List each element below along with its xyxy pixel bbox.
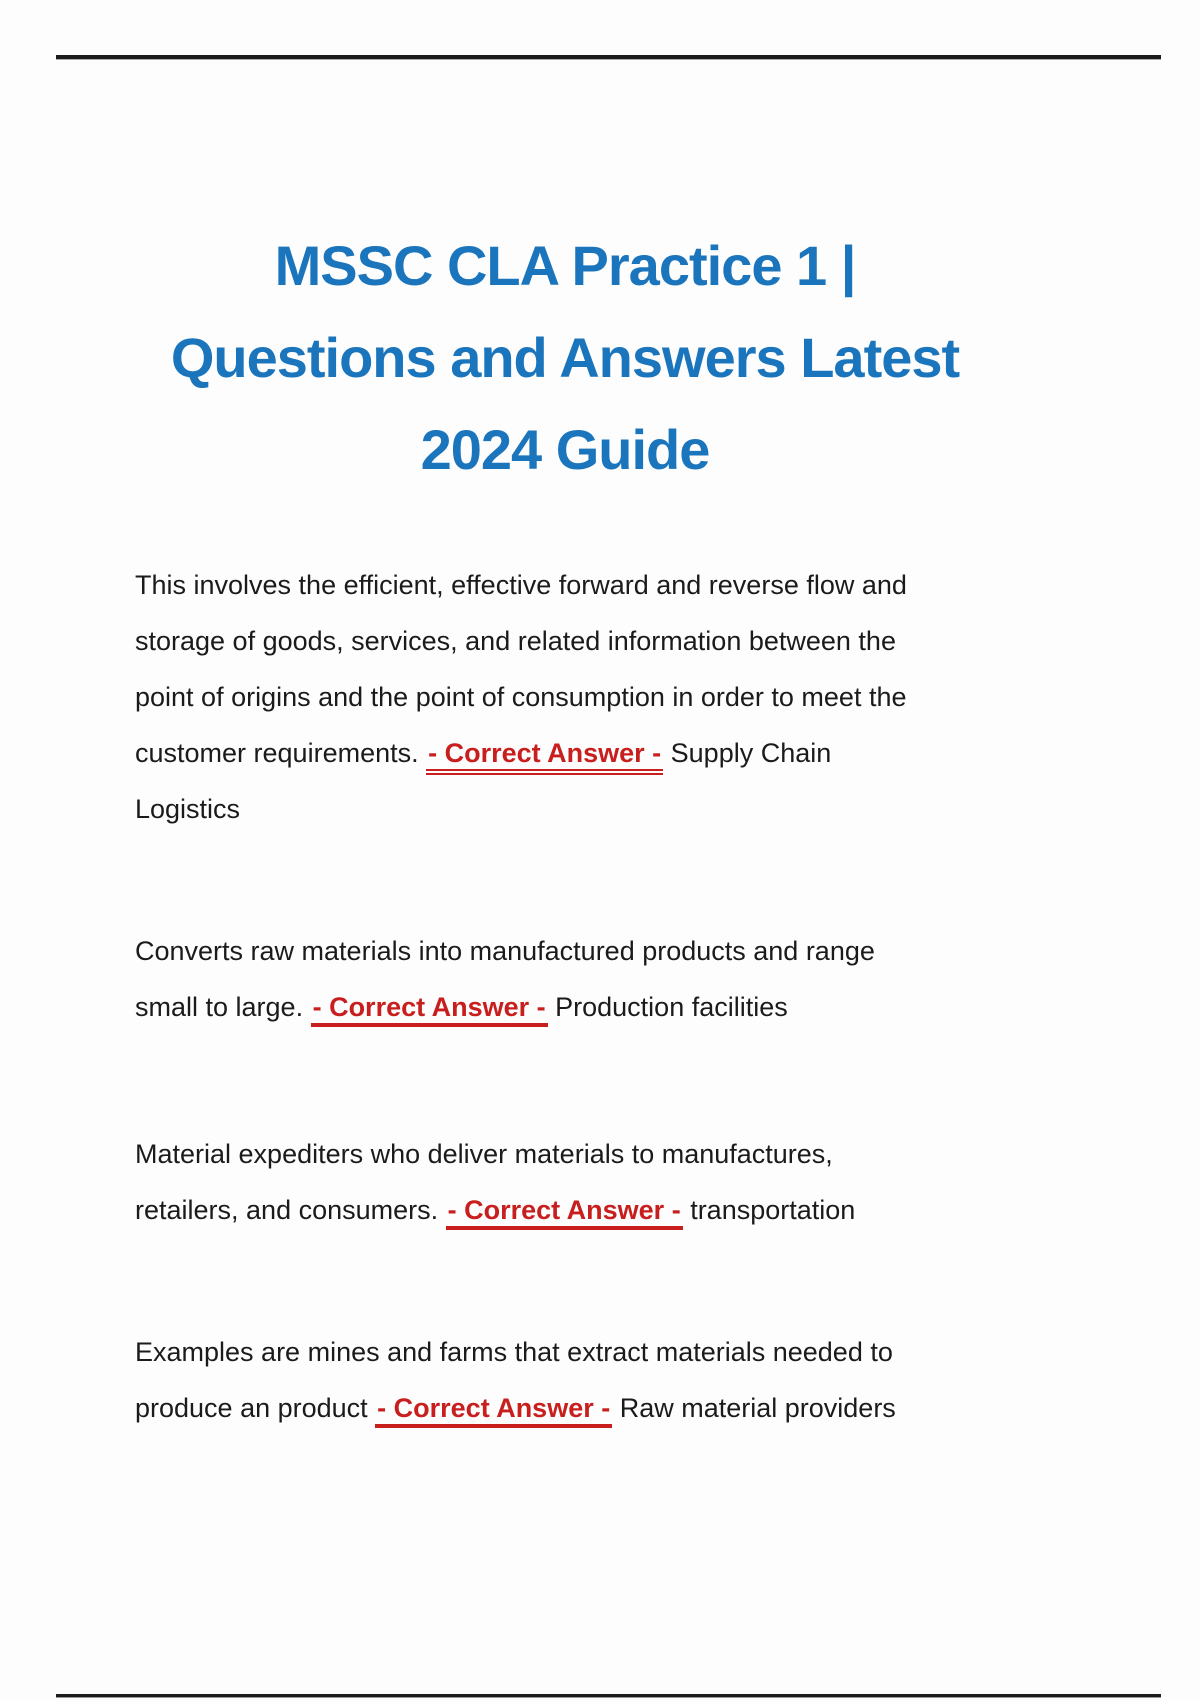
qa-text-segment: produce an product bbox=[135, 1393, 376, 1423]
qa-text-segment: Examples are mines and farms that extract materials needed to bbox=[135, 1337, 893, 1367]
qa-text-segment: customer requirements. bbox=[135, 738, 427, 768]
bottom-rule bbox=[56, 1694, 1161, 1697]
qa-text-segment: transportation bbox=[682, 1195, 856, 1225]
qa-text-segment: storage of goods, services, and related information between the bbox=[135, 626, 896, 656]
qa-paragraph bbox=[135, 1324, 1145, 1436]
correct-answer-marker: - Correct Answer - bbox=[426, 738, 663, 775]
correct-answer-marker: - Correct Answer - bbox=[311, 992, 548, 1027]
qa-text-segment: This involves the efficient, effective forward and reverse flow and bbox=[135, 570, 907, 600]
correct-answer-marker: - Correct Answer - bbox=[446, 1195, 683, 1230]
qa-paragraph bbox=[135, 557, 1145, 837]
qa-text-segment: Material expediters who deliver materials to manufactures, bbox=[135, 1139, 833, 1169]
qa-text-segment: Production facilities bbox=[547, 992, 788, 1022]
qa-text-segment: Converts raw materials into manufactured products and range bbox=[135, 936, 875, 966]
qa-text-segment: Logistics bbox=[135, 794, 241, 824]
document-title-line-3: 2024 Guide bbox=[420, 418, 710, 481]
qa-paragraph bbox=[135, 923, 1145, 1035]
qa-paragraph bbox=[135, 1126, 1145, 1238]
document-title-line-1: MSSC CLA Practice 1 | bbox=[274, 234, 856, 297]
document-title bbox=[135, 220, 995, 496]
qa-text-segment: Supply Chain bbox=[663, 738, 832, 768]
top-rule bbox=[56, 55, 1161, 59]
qa-text-segment: Raw material providers bbox=[612, 1393, 896, 1423]
document-title-line-2: Questions and Answers Latest bbox=[170, 326, 960, 389]
correct-answer-marker: - Correct Answer - bbox=[375, 1393, 612, 1428]
qa-text-segment: point of origins and the point of consumption in order to meet the bbox=[135, 682, 907, 712]
qa-text-segment: retailers, and consumers. bbox=[135, 1195, 446, 1225]
qa-text-segment: small to large. bbox=[135, 992, 311, 1022]
